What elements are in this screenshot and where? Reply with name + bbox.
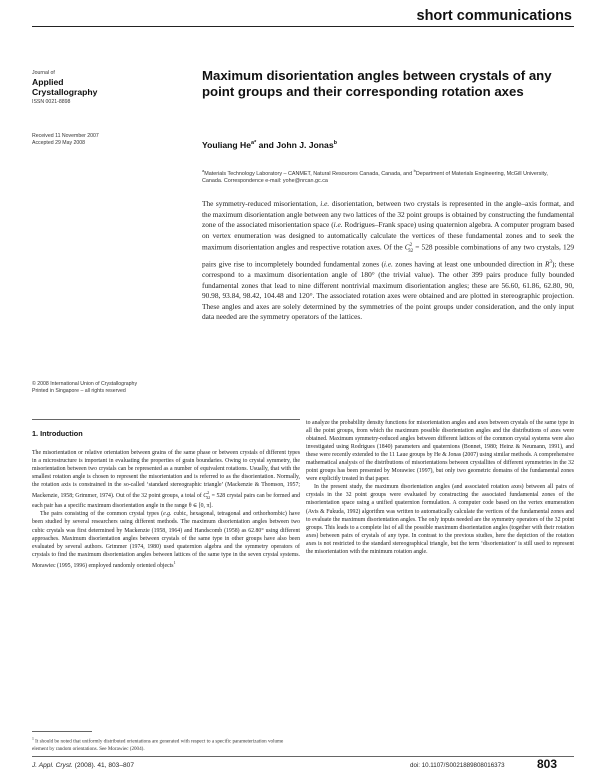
footer-citation: J. Appl. Cryst. (2008). 41, 803–807 — [32, 762, 135, 769]
copyright: © 2008 International Union of Crystallography — [32, 381, 138, 387]
section-tag: short communications — [416, 8, 572, 24]
authors — [202, 140, 337, 150]
footnote-rule — [32, 731, 92, 732]
journal-name-line2: Crystallography — [32, 87, 98, 97]
footnote: $^1$ It should be noted that uniformly distributed orientations are generated with respect to a specific parameterization volume element by random orientations. See Morawiec (2004). — [32, 737, 284, 752]
printed-note: Printed in Singapore – all rights reserved — [32, 388, 126, 394]
journal-of-label: Journal of — [32, 70, 55, 76]
accepted-date: Accepted 29 May 2008 — [32, 140, 86, 146]
dates — [32, 133, 99, 147]
author-he-sup: a* — [251, 140, 257, 147]
received-date: Received 11 November 2007 — [32, 133, 99, 139]
issn: ISSN 0021-8898 — [32, 99, 71, 105]
section-heading: 1. Introduction — [32, 429, 83, 438]
intro-paragraph-2: The pairs consisting of the common crystal types (e.g. cubic, hexagonal, tetragonal and orthorhombic) have been studied by several researchers using different methods. The maximum disorientation angles between two cubic crystals was first determined by Mackenzie (1958, 1964) and Handscomb (1958) as 62.80° using different approaches. Maximum disorientation angles between crystals of the same type in other groups have also been evaluated by several authors. Grimmer (1974, 1980) used quaternion algebra and the symmetry operators of crystals to find the maximum disorientation angles between lattices of the same type in the seven crystal systems. Morawiec (1995, 1996) employed randomly oriented objects$^1$ — [32, 511, 300, 569]
journal-name-line1: Applied — [32, 77, 64, 87]
abstract: The symmetry-reduced misorientation, i.e. disorientation, between two crystals is represented in the angle–axis format, and the maximum disorientation angle between any two lattices of the 32 point groups is obtained by constructing the fundamental zone of the associated misorientation space (i.e. Rodrigues–Frank space) using quaternion algebra. A computer program based on vertex enumeration was designed to automatically calculate the vertices of these fundamental zones and to seek the maximum disorientation angles and respective rotation axes. Of the $C^2_{32} = 528$ possible combinations of any two crystals, 129 pairs give rise to incompletely bounded fundamental zones (i.e. zones having at least one unbounded direction in $R^3$); these correspond to a maximum disorientation angle of 180° (the trivial value). The other 399 pairs produce fully bounded fundamental zones that lead to nine different nontrivial maximum disorientation angles; these are 56.60, 61.86, 62.80, 90, 90.98, 93.84, 98.42, 104.48 and 120°. The associated rotation axes were obtained and are plotted in stereographic projection. These angles and axes are solely determined by the symmetries of the point groups under consideration, and the only input data needed are the symmetry operators of the lattices. — [202, 199, 575, 322]
footnote-marker: 1 — [173, 559, 176, 565]
journal-info — [32, 70, 97, 106]
header-rule — [32, 26, 574, 27]
footer-rule — [32, 756, 574, 757]
page-number: 803 — [537, 757, 558, 771]
intro-paragraph-4: In the present study, the maximum disorientation angles (and associated rotation axes) between all pairs of crystals in the 32 point groups were evaluated by constructing the associated fundamental zones of the misorientation space using a unified quaternion formulation. A computer code based on the vertex enumeration (Avis & Fukuda, 1992) algorithm was written to automatically calculate the vertices of the fundamental zones and to evaluate the maximum disorientation angles. The only inputs needed are the symmetry operators of the 32 point groups. This leads to a complete list of all the possible maximum disorientation angles (together with their rotation axes) between pairs of crystals of any type. In contrast to the previous studies, here the depiction of the rotation axes is not restricted to the standard stereographical triangle, but the term ‘disorientation’ is still used to represent the misorientation with the minimum rotation angle. — [306, 484, 574, 555]
intro-paragraph-1: The misorientation or relative orientation between grains of the same phase or between crystals of different types in a microstructure is important in evaluating the properties of grain boundaries. Owing to crystal symmetry, the misorientation between two crystals can be represented as a number of equivalent rotations. Usually, that with the smallest rotation angle is chosen to represent the misorientation and is referred to as the disorientation. Normally, the rotation axis is constrained in the so-called ‘standard stereographic triangle’ (Mackenzie & Thomson, 1957; Mackenzie, 1958; Grimmer, 1974). Out of the 32 point groups, a total of $C^2_{32} = 528$ crystal pairs can be formed and each pair has a specific maximum disorientation angle in the range θ ∈ [0, π]. — [32, 450, 300, 510]
body-column-right — [306, 419, 574, 556]
author-jonas: John J. Jonas — [276, 140, 334, 150]
author-and: and — [256, 140, 277, 150]
body-column-left — [32, 449, 300, 570]
author-jonas-sup: b — [333, 140, 337, 147]
footer-doi: doi: 10.1107/S0021889808016373 — [410, 762, 505, 769]
article-title: Maximum disorientation angles between crystals of any point groups and their corresponding rotation axes — [202, 68, 552, 99]
abstract-rule — [32, 419, 300, 420]
author-he: Youliang He — [202, 140, 252, 150]
affiliation-b: Department of Materials Engineering, McGill University, Canada. Correspondence e-mail: yohe@nrcan.gc.ca — [202, 170, 548, 185]
affiliation-a: Materials Technology Laboratory – CANMET, Natural Resources Canada, Canada, and — [204, 170, 414, 177]
affiliation: $^a$Materials Technology Laboratory – CANMET, Natural Resources Canada, Canada, and $^b$Department of Materials Engineering, McGill University, Canada. Correspondence e-mail: yohe@nrcan.gc.ca — [202, 168, 548, 185]
intro-paragraph-3: to analyze the probability density functions for misorientation angles and axes between crystals of the same type in all the point groups, from which the maximum possible disorientation angles and the distributions of axes were obtained. Maximum symmetry-reduced angles between different lattices of the common crystal systems were also investigated using Rodrigues (1840) parameters and quaternions (Bonnet, 1980; Heinz & Neumann, 1991), and these were recently extended to the 11 Laue groups by He & Jonas (2007) using similar methods. A comprehensive mathematical analysis of the distributions of misorientations between crystallites of different symmetries in the 32 point groups has been presented by Morawiec (1997), but only two geometric domains of the fundamental zones were explicitly treated in that paper. — [306, 420, 574, 483]
copyright-block — [32, 381, 137, 395]
